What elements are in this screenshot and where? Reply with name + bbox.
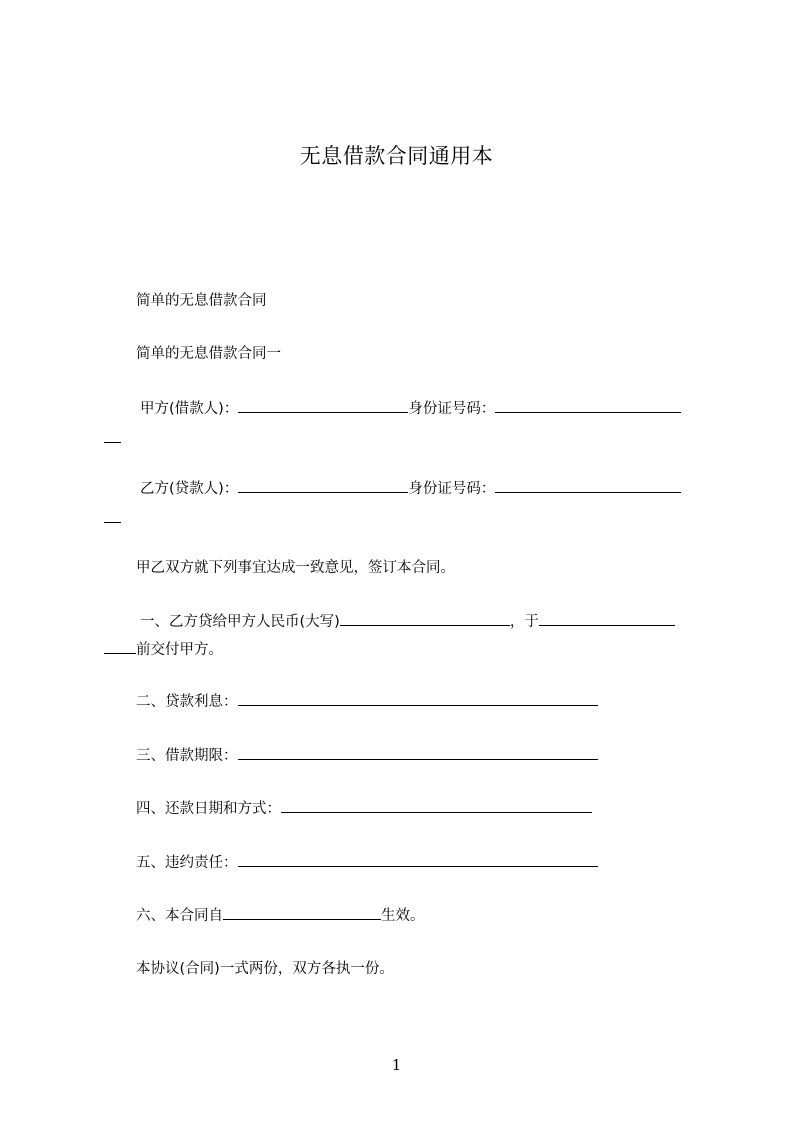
page-number: 1 — [391, 1056, 402, 1074]
clause-1-suffix: 前交付甲方。 — [136, 642, 223, 658]
party-b-id-blank-continued — [104, 508, 121, 529]
clause-4-label: 四、还款日期和方式： — [136, 801, 281, 817]
document-title: 无息借款合同通用本 — [299, 144, 494, 168]
party-b-id-label: 身份证号码： — [408, 481, 496, 497]
clause-1-date-blank — [539, 611, 675, 626]
clause-6-suffix: 生效。 — [381, 908, 425, 924]
clause-5-line — [136, 852, 598, 873]
party-a-line — [140, 398, 681, 419]
party-a-id-label: 身份证号码： — [408, 401, 496, 417]
clause-2-blank — [238, 691, 598, 706]
party-a-id-blank-continued — [104, 428, 121, 449]
clause-1-prefix: 一、乙方贷给甲方人民币(大写) — [140, 614, 340, 630]
clause-3-label: 三、借款期限： — [136, 748, 238, 764]
party-b-name-blank — [238, 478, 408, 493]
closing-paragraph: 本协议(合同)一式两份，双方各执一份。 — [136, 961, 394, 977]
clause-2-label: 二、贷款利息： — [136, 694, 238, 710]
clause-6-prefix: 六、本合同自 — [136, 908, 223, 924]
clause-1-continued — [104, 639, 223, 660]
party-a-label: 甲方(借款人)： — [140, 401, 239, 417]
clause-3-blank — [238, 745, 598, 760]
clause-1-mid: ，于 — [509, 614, 539, 630]
clause-5-blank — [238, 852, 598, 867]
contract-subheading: 简单的无息借款合同一 — [136, 346, 281, 362]
clause-2-line — [136, 691, 598, 712]
contract-heading: 简单的无息借款合同 — [136, 293, 267, 309]
clause-5-label: 五、违约责任： — [136, 855, 238, 871]
party-a-name-blank — [238, 398, 408, 413]
clause-6-line — [136, 905, 425, 926]
clause-6-date-blank — [223, 905, 381, 920]
party-b-id-blank — [495, 478, 681, 493]
party-a-id-blank — [495, 398, 681, 413]
clause-1-amount-blank — [340, 611, 510, 626]
clause-4-blank — [281, 798, 592, 813]
clause-4-line — [136, 798, 592, 819]
clause-1-line — [140, 611, 675, 632]
intro-paragraph: 甲乙双方就下列事宜达成一致意见，签订本合同。 — [136, 560, 455, 576]
clause-3-line — [136, 745, 598, 766]
party-b-line — [140, 478, 681, 499]
party-b-label: 乙方(贷款人)： — [140, 481, 239, 497]
